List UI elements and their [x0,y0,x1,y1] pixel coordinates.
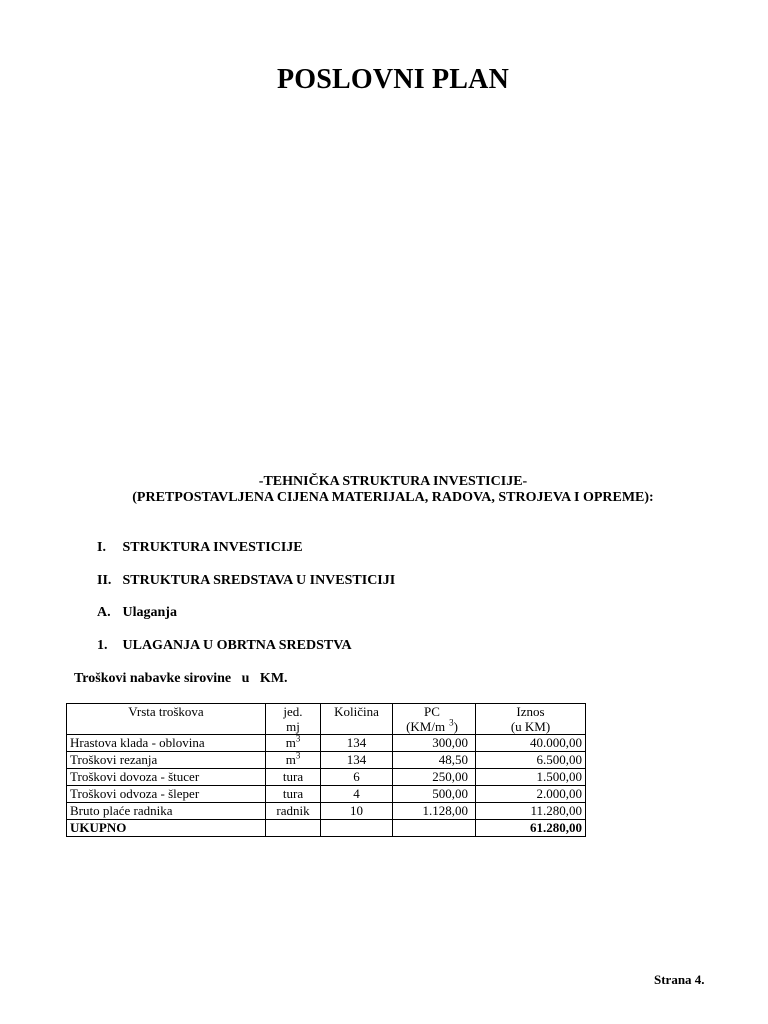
outline-marker: 1. [97,638,108,653]
cell-quantity: 6 [321,769,393,786]
cell-quantity: 10 [321,803,393,820]
cell-amount: 1.500,00 [476,769,586,786]
cell-price: 48,50 [393,752,476,769]
outline-item [97,573,395,589]
table-row [67,769,586,786]
outline-text: STRUKTURA SREDSTAVA U INVESTICIJI [122,573,396,588]
outline-item [97,540,303,556]
table-row [67,786,586,803]
section-subheading: (PRETPOSTAVLJENA CIJENA MATERIJALA, RADOVA, STROJEVA I OPREME): [132,490,654,505]
outline-marker: A. [97,605,111,620]
cell-price: 250,00 [393,769,476,786]
outline-item [97,638,352,654]
table-row [67,735,586,752]
cell-type: Troškovi dovoza - štucer [67,769,266,786]
cell-unit: $m^3$ [266,752,321,769]
cell-unit: $m^3$ [266,735,321,752]
outline-text: STRUKTURA INVESTICIJE [122,540,303,555]
table-row [67,752,586,769]
cell-amount: 40.000,00 [476,735,586,752]
header-type: Vrsta troškova [67,704,266,735]
cell-unit: tura [266,786,321,803]
cell-type: Troškovi odvoza - šleper [67,786,266,803]
outline-item [97,605,177,621]
cell-quantity: 134 [321,752,393,769]
cell-type: Hrastova klada - oblovina [67,735,266,752]
table-caption: Troškovi nabavke sirovine u KM. [74,671,288,686]
header-unit: jed. mj [266,704,321,735]
section-heading: -TEHNIČKA STRUKTURA INVESTICIJE- [258,474,528,489]
page-number: Strana 4. [654,972,705,987]
table-row [67,803,586,820]
table-header-row [67,704,586,735]
outline-text: ULAGANJA U OBRTNA SREDSTVA [122,638,352,653]
cell-amount: 11.280,00 [476,803,586,820]
header-amount: Iznos (u KM) [476,704,586,735]
total-amount: 61.280,00 [476,820,586,837]
cell-type: Troškovi rezanja [67,752,266,769]
header-quantity: Količina [321,704,393,735]
outline-text: Ulaganja [122,605,177,620]
cell-amount: 6.500,00 [476,752,586,769]
cell-quantity: 4 [321,786,393,803]
cell-price: 500,00 [393,786,476,803]
header-price: PC (KM/m $^3$) [393,704,476,735]
cell-price: 1.128,00 [393,803,476,820]
cell-quantity: 134 [321,735,393,752]
cell-unit: tura [266,769,321,786]
document-title: POSLOVNI PLAN [276,64,510,95]
outline-marker: II. [97,573,112,588]
cell-unit: radnik [266,803,321,820]
cell-type: Bruto plaće radnika [67,803,266,820]
outline-marker: I. [97,540,106,555]
cost-table [66,703,586,837]
table-total-row [67,820,586,837]
cell-amount: 2.000,00 [476,786,586,803]
cell-price: 300,00 [393,735,476,752]
total-label: UKUPNO [67,820,266,837]
